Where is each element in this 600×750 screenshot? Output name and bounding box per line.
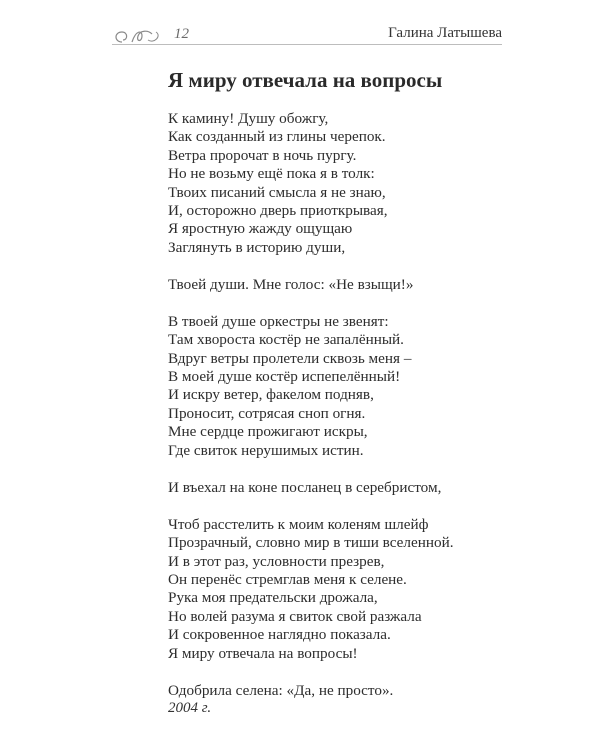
poem-line: Одобрила селена: «Да, не просто». (168, 681, 394, 699)
poem-line: Рука моя предательски дрожала, (168, 589, 378, 607)
poem-line: Проносит, сотрясая сноп огня. (168, 404, 366, 422)
poem-line: К камину! Душу обожгу, (168, 110, 329, 127)
poem-line: Заглянуть в историю души, (168, 238, 346, 256)
poem-line: И въехал на коне посланец в серебристом, (168, 478, 442, 496)
poem-stanza (168, 313, 498, 460)
poem-line: Он перенёс стремглав меня к селене. (168, 570, 407, 588)
poem-stanza (168, 516, 498, 663)
poem-line: Как созданный из глины черепок. (168, 128, 386, 146)
poem-line: Твоих писаний смысла я не знаю, (168, 183, 386, 201)
poem-line: И искру ветер, факелом подняв, (168, 386, 374, 404)
poem-line: В моей душе костёр испепелённый! (168, 368, 401, 386)
author-name: Галина Латышева (388, 25, 502, 41)
poem-date: 2004 г. (168, 700, 212, 716)
poem-line: В твоей душе оркестры не звенят: (168, 312, 389, 330)
poem-line: Где свиток нерушимых истин. (168, 441, 364, 459)
header-rule (112, 44, 502, 45)
poem-line: И в этот раз, условности презрев, (168, 552, 385, 570)
poem-line: Но не возьму ещё пока я в толк: (168, 165, 375, 183)
poem-stanza (168, 479, 498, 497)
poem-line: Чтоб расстелить к моим коленям шлейф (168, 515, 429, 533)
poem-line: Вдруг ветры пролетели сквозь меня – (168, 349, 412, 367)
poem-line: Мне сердце прожигают искры, (168, 423, 368, 441)
poem-line: Там хвороста костёр не запалённый. (168, 331, 404, 349)
poem-title: Я миру отвечала на вопросы (168, 68, 443, 92)
poem-body (168, 110, 498, 719)
poem-line: И сокровенное наглядно показала. (168, 626, 391, 644)
poem-line: И, осторожно дверь приоткрывая, (168, 202, 388, 220)
poem-line: Прозрачный, словно мир в тиши вселенной. (168, 534, 454, 552)
poem-line: Твоей души. Мне голос: «Не взыщи!» (168, 275, 414, 293)
poem-stanza (168, 276, 498, 294)
poem-line: Ветра пророчат в ночь пургу. (168, 146, 357, 164)
page-header (112, 26, 502, 48)
poem-stanza (168, 682, 498, 700)
poem-line: Но волей разума я свиток свой разжала (168, 607, 422, 625)
poem-line: Я миру отвечала на вопросы! (168, 644, 358, 662)
poem-stanza (168, 110, 498, 257)
page-number: 12 (174, 26, 189, 42)
poem-line: Я яростную жажду ощущаю (168, 220, 353, 238)
